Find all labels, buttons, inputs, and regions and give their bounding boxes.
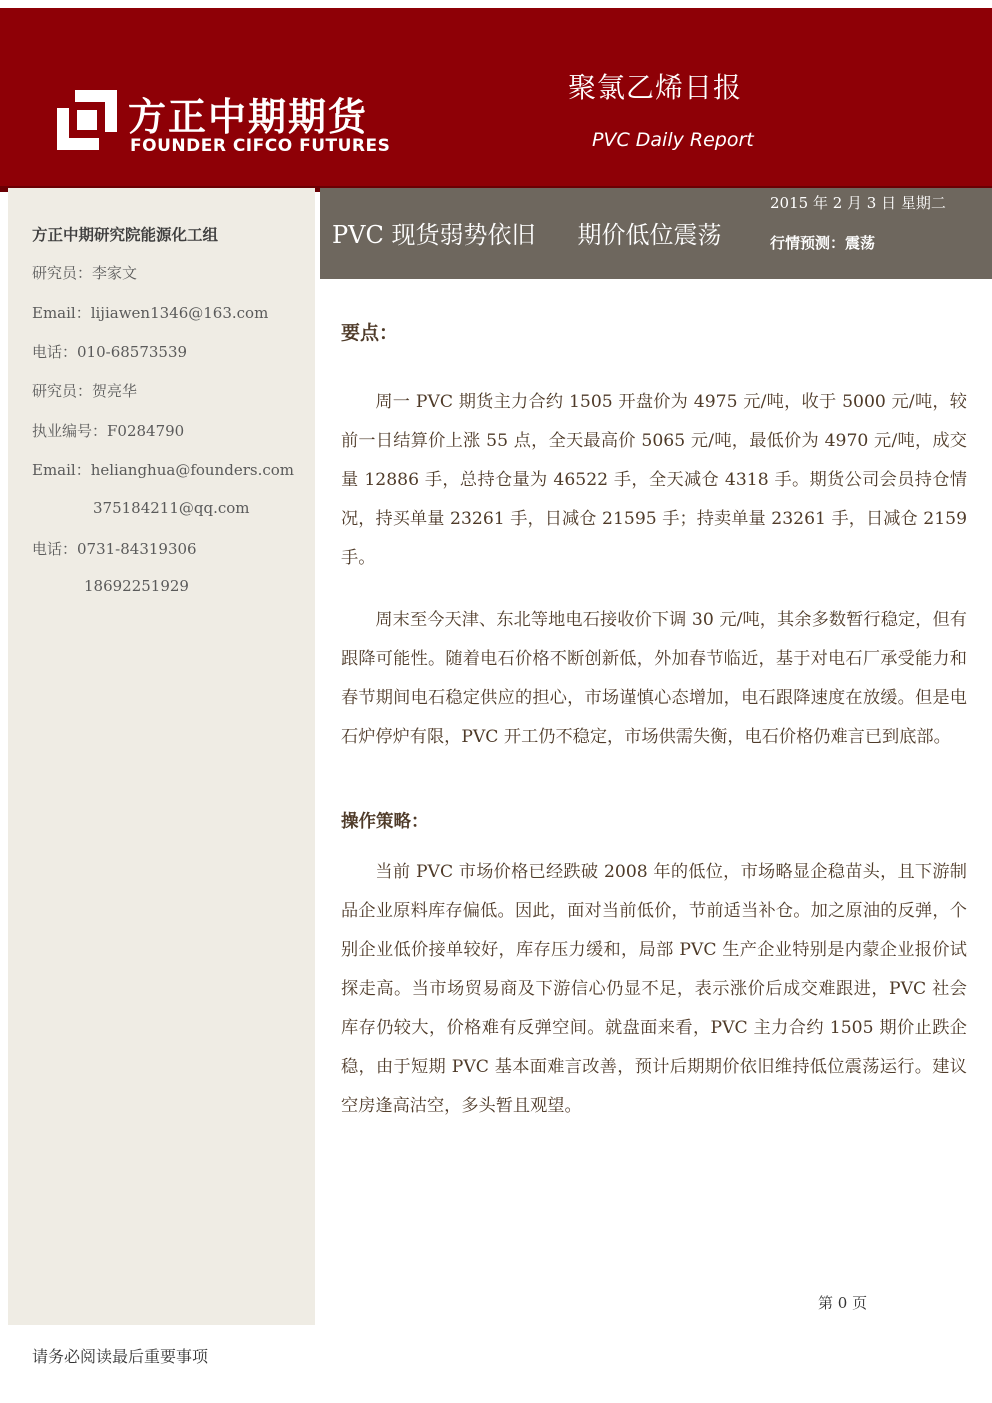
analyst-email: Email：lijiawen1346@163.com <box>32 304 269 322</box>
paragraph-text: 周末至今天津、东北等地电石接收价下调 30 元/吨，其余多数暂行稳定，但有跟降可能性。随着电石价格不断创新低，外加春节临近，基于对电石厂承受能力和春节期间电石稳定供应的担心，市场谨慎心态增加，电石跟降速度在放缓。但是电石炉停炉有限，PVC 开工仍不稳定，市场供需失衡，电石价格仍难言已到底部。 <box>341 610 967 747</box>
analyst-name: 研究员：贺亮华 <box>32 382 138 400</box>
headline <box>332 215 721 250</box>
analyst-email-alt: 375184211@qq.com <box>93 499 250 517</box>
report-title-en: PVC Daily Report <box>592 129 754 151</box>
analyst-phone: 电话：0731-84319306 <box>32 540 197 558</box>
report-title-cn: 聚氯乙烯日报 <box>568 71 743 104</box>
paragraph-text: 当前 PVC 市场价格已经跌破 2008 年的低位，市场略显企稳苗头，且下游制品企业原料库存偏低。因此，面对当前低价，节前适当补仓。加之原油的反弹，个别企业低价接单较好，库存压力缓和，局部 PVC 生产企业特别是内蒙企业报价试探走高。当市场贸易商及下游信心仍显不足，表示涨价后成交难跟进，PVC 社会库存仍较大，价格难有反弹空间。就盘面来看，PVC 主力合约 1505 期价止跌企稳，由于短期 PVC 基本面难言改善，预计后期期价依旧维持低位震荡运行。建议空房逢高沽空，多头暂且观望。 <box>341 862 967 1116</box>
analyst-name: 研究员：李家文 <box>32 264 138 282</box>
analyst-phone-alt: 18692251929 <box>84 577 189 595</box>
headline-part-2: 期价低位震荡 <box>577 221 722 249</box>
paragraph-text: 周一 PVC 期货主力合约 1505 开盘价为 4975 元/吨，收于 5000 元/吨，较前一日结算价上涨 55 点，全天最高价 5065 元/吨，最低价为 4970 元/吨，成交量 12886 手，总持仓量为 46522 手，全天减仓 4318 手。期货公司会员持仓情况，持买单量 23261 手，日减仓 21595 手；持卖单量 23261 手，日减仓 2159 手。 <box>341 392 967 568</box>
analyst-license: 执业编号：F0284790 <box>32 422 185 440</box>
summary-paragraph <box>341 383 967 578</box>
market-forecast: 行情预测：震荡 <box>770 234 876 252</box>
title-bar <box>320 188 992 279</box>
analyst-email: Email：helianghua@founders.com <box>32 461 294 479</box>
company-logo-icon <box>55 88 119 152</box>
analyst-phone: 电话：010-68573539 <box>32 343 188 361</box>
key-points-heading: 要点： <box>341 322 399 344</box>
report-header <box>0 8 992 192</box>
report-date: 2015 年 2 月 3 日 星期二 <box>770 194 946 212</box>
strategy-heading: 操作策略： <box>341 812 429 832</box>
market-paragraph <box>341 601 967 757</box>
headline-part-1: PVC 现货弱势依旧 <box>332 221 536 249</box>
company-name-en: FOUNDER CIFCO FUTURES <box>130 136 391 156</box>
team-name: 方正中期研究院能源化工组 <box>32 225 219 244</box>
analyst-sidebar <box>8 188 315 1325</box>
disclaimer-note: 请务必阅读最后重要事项 <box>32 1347 209 1366</box>
company-name-cn: 方正中期期货 <box>128 95 369 139</box>
strategy-paragraph <box>341 853 967 1126</box>
page-number: 第 0 页 <box>818 1294 868 1312</box>
